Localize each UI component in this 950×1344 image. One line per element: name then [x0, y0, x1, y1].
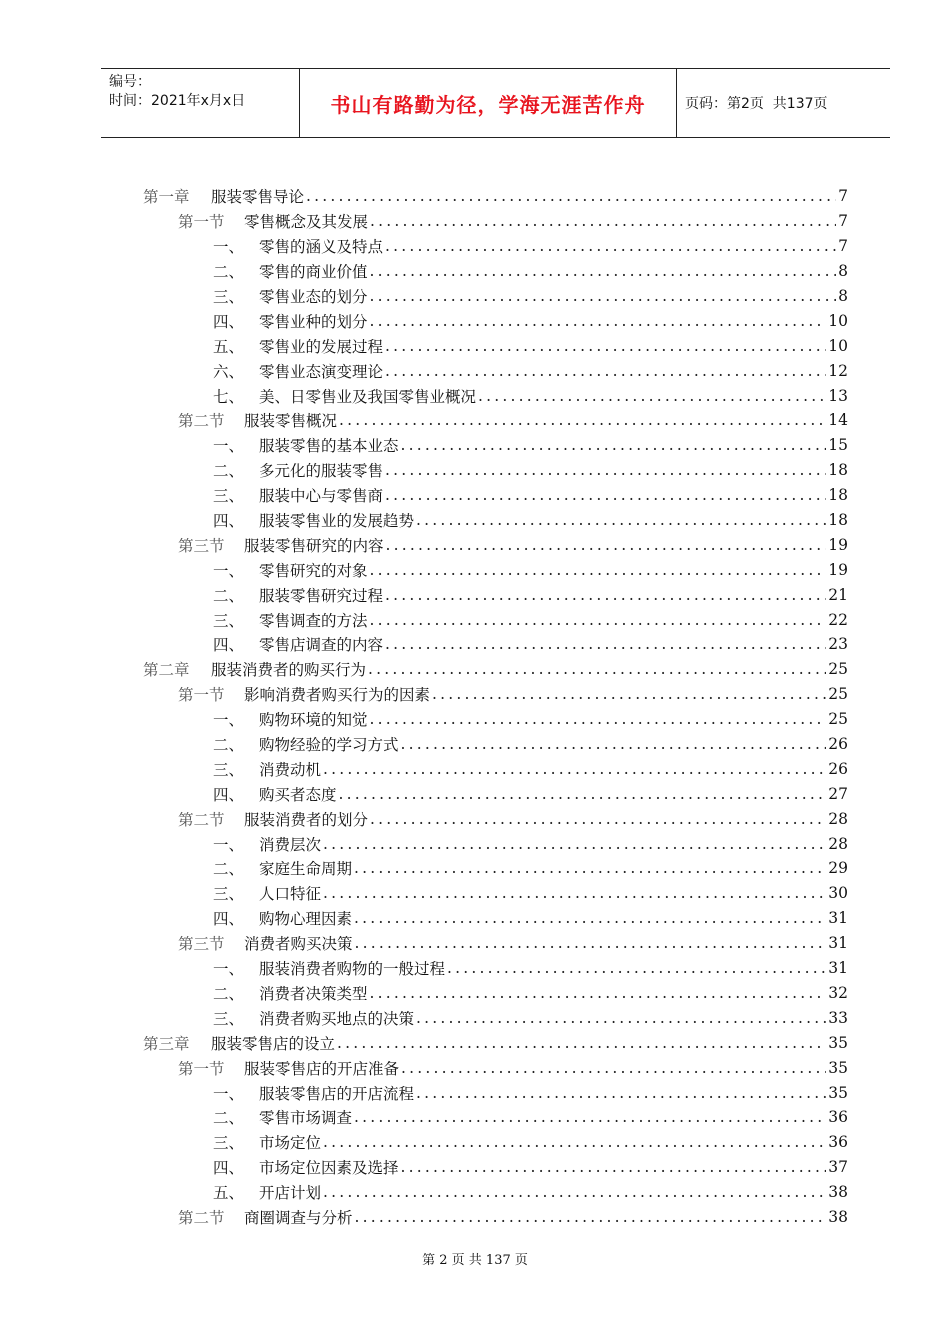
toc-entry[interactable]	[143, 981, 848, 1006]
toc-entry-page: 25	[828, 660, 848, 679]
toc-entry-page: 15	[828, 436, 848, 455]
toc-entry[interactable]	[143, 1130, 848, 1155]
toc-entry-title: 消费者购买决策	[244, 935, 353, 954]
toc-entry-number: 五、	[213, 1184, 245, 1203]
toc-entry-page: 13	[828, 386, 848, 405]
toc-entry-title: 服装零售研究的内容	[244, 536, 384, 555]
toc-entry[interactable]	[143, 1205, 848, 1230]
toc-entry[interactable]	[143, 408, 848, 433]
toc-entry-title: 服装零售店的开店流程	[259, 1084, 415, 1103]
toc-entry-title: 服装消费者购物的一般过程	[259, 960, 446, 979]
toc-entry-title: 服装零售研究过程	[259, 586, 384, 605]
toc-leader-dots	[416, 1084, 826, 1102]
toc-leader-dots	[306, 187, 836, 205]
toc-entry-number: 一、	[213, 238, 245, 257]
toc-entry-page: 10	[828, 336, 848, 355]
toc-entry-title: 影响消费者购买行为的因素	[244, 686, 431, 705]
toc-entry-title: 消费者决策类型	[259, 984, 368, 1003]
toc-entry-label	[178, 210, 368, 232]
toc-entry-label	[143, 1032, 335, 1054]
toc-entry-number: 第二节	[178, 810, 225, 829]
toc-leader-dots	[385, 635, 826, 653]
toc-leader-dots	[323, 1183, 826, 1201]
toc-entry[interactable]	[143, 1105, 848, 1130]
toc-entry-label	[213, 260, 368, 282]
toc-entry-label	[213, 285, 368, 307]
toc-entry-label	[213, 1156, 399, 1178]
toc-entry-page: 28	[828, 809, 848, 828]
footer-page-number: 第 2 页 共 137 页	[422, 1253, 528, 1268]
toc-leader-dots	[370, 810, 826, 828]
toc-entry-page: 33	[828, 1008, 848, 1027]
toc-entry-title: 零售业态的划分	[259, 288, 368, 306]
toc-entry-number: 一、	[213, 1084, 245, 1103]
toc-entry-page: 21	[828, 585, 848, 604]
toc-entry-label	[213, 459, 383, 481]
toc-entry-number: 二、	[213, 736, 245, 755]
toc-entry-label	[213, 1131, 321, 1153]
toc-leader-dots	[385, 237, 836, 255]
toc-entry-label	[213, 559, 368, 581]
toc-entry-label	[178, 534, 384, 556]
toc-entry-number: 一、	[213, 711, 245, 730]
toc-entry[interactable]	[143, 806, 848, 831]
toc-entry-number: 第一节	[178, 686, 225, 705]
toc-entry-title: 零售的涵义及特点	[259, 238, 384, 257]
toc-leader-dots	[370, 212, 836, 230]
toc-entry-number: 二、	[213, 586, 245, 605]
toc-entry-page: 7	[838, 187, 848, 206]
toc-entry[interactable]	[143, 209, 848, 234]
toc-entry-number: 四、	[213, 1159, 245, 1178]
code-label: 编号：	[109, 74, 151, 90]
toc-entry-label	[213, 1082, 414, 1104]
toc-entry-label	[213, 235, 383, 257]
toc-entry-page: 7	[838, 212, 848, 231]
toc-entry[interactable]	[143, 1055, 848, 1080]
toc-entry-page: 7	[838, 237, 848, 256]
header-slogan: 书山有路勤为径，学海无涯苦作舟	[300, 69, 677, 137]
toc-entry[interactable]	[143, 707, 848, 732]
toc-leader-dots	[323, 884, 826, 902]
toc-entry-number: 一、	[213, 835, 245, 854]
table-of-contents	[143, 184, 848, 1229]
toc-entry[interactable]	[143, 557, 848, 582]
toc-entry-number: 五、	[213, 337, 245, 356]
toc-entry-label	[213, 1106, 352, 1128]
toc-entry-title: 消费者购买地点的决策	[259, 1009, 415, 1028]
toc-entry-page: 18	[828, 461, 848, 480]
toc-entry-number: 二、	[213, 462, 245, 481]
toc-entry-label	[213, 733, 399, 755]
toc-entry-title: 服装零售导论	[211, 188, 305, 207]
toc-entry-title: 人口特征	[259, 885, 322, 904]
toc-entry-title: 购物经验的学习方式	[259, 736, 399, 755]
toc-entry-label	[213, 907, 352, 929]
time-label: 时间：2021年x月x日	[109, 93, 246, 109]
toc-leader-dots	[339, 411, 826, 429]
toc-leader-dots	[385, 337, 826, 355]
toc-entry[interactable]	[143, 956, 848, 981]
toc-entry[interactable]	[143, 881, 848, 906]
toc-entry-title: 消费动机	[259, 760, 322, 779]
toc-entry-page: 29	[828, 859, 848, 878]
toc-leader-dots	[401, 436, 827, 454]
toc-entry-label	[213, 584, 383, 606]
header-page-info	[677, 69, 890, 137]
toc-leader-dots	[337, 1034, 826, 1052]
toc-entry[interactable]	[143, 1005, 848, 1030]
toc-entry-label	[213, 882, 321, 904]
toc-entry-page: 23	[828, 635, 848, 654]
toc-entry-page: 31	[828, 909, 848, 928]
toc-entry-number: 二、	[213, 263, 245, 282]
toc-entry-label	[213, 1007, 414, 1029]
toc-entry[interactable]	[143, 732, 848, 757]
toc-leader-dots	[354, 859, 826, 877]
toc-leader-dots	[416, 511, 826, 529]
toc-entry-number: 第二节	[178, 1208, 225, 1227]
toc-entry-number: 三、	[213, 288, 245, 306]
page-info-text: 页码：第2页 共137页	[685, 96, 828, 112]
toc-entry-title: 零售调查的方法	[259, 611, 368, 630]
toc-entry[interactable]	[143, 856, 848, 881]
toc-entry-title: 服装零售店的设立	[211, 1034, 336, 1053]
toc-entry-label	[213, 982, 368, 1004]
toc-entry-page: 14	[828, 411, 848, 430]
toc-entry[interactable]	[143, 657, 848, 682]
toc-entry-page: 12	[828, 361, 848, 380]
toc-entry-number: 三、	[213, 885, 245, 904]
toc-entry-label	[178, 1057, 399, 1079]
toc-leader-dots	[432, 685, 826, 703]
toc-leader-dots	[386, 536, 827, 554]
toc-entry-page: 38	[828, 1183, 848, 1202]
toc-entry[interactable]	[143, 433, 848, 458]
toc-leader-dots	[370, 561, 827, 579]
toc-entry[interactable]	[143, 1155, 848, 1180]
toc-entry[interactable]	[143, 756, 848, 781]
toc-entry-page: 31	[828, 934, 848, 953]
toc-entry-label	[213, 360, 383, 382]
toc-leader-dots	[323, 835, 826, 853]
toc-leader-dots	[354, 909, 826, 927]
toc-entry-number: 二、	[213, 1109, 245, 1128]
toc-entry-title: 服装中心与零售商	[259, 487, 384, 506]
toc-leader-dots	[370, 611, 827, 629]
toc-entry-page: 35	[828, 1033, 848, 1052]
toc-leader-dots	[385, 486, 826, 504]
toc-entry-label	[213, 335, 383, 357]
page-footer	[0, 1249, 950, 1268]
toc-entry-title: 服装消费者的购买行为	[211, 661, 367, 680]
toc-entry-page: 30	[828, 884, 848, 903]
toc-entry-number: 三、	[213, 1134, 245, 1153]
toc-leader-dots	[401, 1059, 826, 1077]
toc-entry-title: 零售店调查的内容	[259, 636, 384, 655]
toc-entry-title: 购物环境的知觉	[259, 711, 368, 730]
toc-entry-page: 10	[828, 311, 848, 330]
toc-entry[interactable]	[143, 1080, 848, 1105]
toc-leader-dots	[385, 362, 826, 380]
toc-leader-dots	[370, 984, 827, 1002]
toc-entry[interactable]	[143, 831, 848, 856]
toc-entry[interactable]	[143, 184, 848, 209]
toc-entry-title: 零售的商业价值	[259, 263, 368, 282]
toc-entry-title: 服装零售业的发展趋势	[259, 512, 415, 531]
toc-leader-dots	[323, 1133, 826, 1151]
toc-leader-dots	[401, 1158, 827, 1176]
toc-entry-title: 服装零售店的开店准备	[244, 1059, 400, 1078]
toc-entry-title: 消费层次	[259, 835, 322, 854]
toc-entry[interactable]	[143, 358, 848, 383]
toc-entry-title: 多元化的服装零售	[259, 462, 384, 481]
toc-entry-page: 25	[828, 685, 848, 704]
toc-entry-page: 37	[828, 1158, 848, 1177]
toc-entry-title: 购物心理因素	[259, 910, 353, 929]
toc-entry[interactable]	[143, 781, 848, 806]
toc-leader-dots	[355, 934, 827, 952]
toc-entry-title: 零售研究的对象	[259, 561, 368, 580]
toc-entry-page: 18	[828, 486, 848, 505]
toc-entry[interactable]	[143, 906, 848, 931]
toc-entry-title: 服装消费者的划分	[244, 810, 369, 829]
header-meta	[101, 69, 300, 137]
toc-entry-number: 六、	[213, 362, 245, 381]
toc-leader-dots	[401, 735, 827, 753]
toc-entry[interactable]	[143, 532, 848, 557]
toc-entry-page: 36	[828, 1133, 848, 1152]
toc-leader-dots	[355, 1208, 827, 1226]
toc-entry-title: 零售业的发展过程	[259, 337, 384, 356]
toc-entry-title: 服装零售的基本业态	[259, 437, 399, 456]
toc-entry-page: 22	[828, 610, 848, 629]
toc-entry-page: 35	[828, 1058, 848, 1077]
toc-entry-number: 二、	[213, 984, 245, 1003]
toc-leader-dots	[339, 785, 827, 803]
toc-entry[interactable]	[143, 508, 848, 533]
toc-leader-dots	[323, 760, 826, 778]
toc-entry-page: 35	[828, 1083, 848, 1102]
toc-entry-title: 零售市场调查	[259, 1109, 353, 1128]
toc-entry-label	[213, 484, 383, 506]
toc-entry-label	[213, 310, 368, 332]
toc-entry-page: 31	[828, 959, 848, 978]
toc-entry[interactable]	[143, 259, 848, 284]
toc-entry[interactable]	[143, 383, 848, 408]
toc-leader-dots	[385, 586, 826, 604]
toc-entry-label	[213, 833, 321, 855]
toc-entry-page: 25	[828, 710, 848, 729]
toc-entry-number: 三、	[213, 487, 245, 506]
toc-leader-dots	[447, 959, 826, 977]
toc-entry[interactable]	[143, 284, 848, 309]
toc-entry[interactable]	[143, 682, 848, 707]
toc-entry-label	[213, 758, 321, 780]
toc-entry-page: 8	[838, 262, 848, 281]
toc-entry-label	[178, 683, 430, 705]
toc-entry-number: 四、	[213, 312, 245, 331]
toc-entry-label	[178, 932, 353, 954]
toc-entry-page: 32	[828, 983, 848, 1002]
toc-leader-dots	[385, 461, 826, 479]
document-header	[101, 68, 890, 138]
toc-entry-number: 第三节	[178, 536, 225, 555]
toc-entry-label	[213, 509, 414, 531]
toc-entry-page: 38	[828, 1207, 848, 1226]
toc-entry-number: 第二章	[143, 661, 190, 680]
toc-entry[interactable]	[143, 458, 848, 483]
toc-entry[interactable]	[143, 333, 848, 358]
toc-entry-page: 28	[828, 834, 848, 853]
toc-entry-label	[213, 857, 352, 879]
toc-leader-dots	[368, 660, 826, 678]
toc-entry-title: 购买者态度	[259, 785, 337, 804]
toc-entry[interactable]	[143, 308, 848, 333]
toc-entry-title: 开店计划	[259, 1184, 322, 1203]
toc-entry-title: 商圈调查与分析	[244, 1208, 353, 1227]
toc-entry-page: 26	[828, 735, 848, 754]
toc-leader-dots	[370, 710, 827, 728]
toc-entry-label	[143, 185, 304, 207]
toc-entry-number: 一、	[213, 561, 245, 580]
toc-entry-number: 第三节	[178, 935, 225, 954]
toc-entry-page: 36	[828, 1108, 848, 1127]
toc-entry-page: 19	[828, 535, 848, 554]
toc-entry-label	[143, 658, 366, 680]
toc-entry-number: 第一章	[143, 188, 190, 207]
toc-entry[interactable]	[143, 632, 848, 657]
toc-entry-label	[213, 708, 368, 730]
toc-entry-label	[213, 609, 368, 631]
toc-entry-title: 零售概念及其发展	[244, 213, 369, 232]
toc-entry-page: 8	[838, 287, 848, 305]
toc-entry[interactable]	[143, 234, 848, 259]
toc-entry-page: 18	[828, 511, 848, 530]
toc-entry[interactable]	[143, 607, 848, 632]
toc-entry-number: 二、	[213, 860, 245, 879]
toc-entry-number: 四、	[213, 785, 245, 804]
toc-entry-page: 26	[828, 759, 848, 778]
toc-entry-label	[178, 808, 368, 830]
toc-entry-number: 四、	[213, 512, 245, 531]
toc-entry[interactable]	[143, 931, 848, 956]
toc-entry-label	[213, 633, 383, 655]
toc-entry-label	[178, 409, 337, 431]
toc-entry-title: 美、日零售业及我国零售业概况	[259, 387, 477, 406]
toc-entry-title: 家庭生命周期	[259, 860, 353, 879]
toc-entry-label	[213, 434, 399, 456]
toc-entry-title: 服装零售概况	[244, 412, 338, 431]
toc-entry-number: 三、	[213, 611, 245, 630]
toc-entry-label	[213, 1181, 321, 1203]
toc-entry-number: 三、	[213, 760, 245, 779]
toc-leader-dots	[478, 387, 826, 405]
toc-leader-dots	[370, 287, 837, 305]
toc-entry-label	[213, 957, 445, 979]
toc-entry-number: 四、	[213, 910, 245, 929]
toc-entry-number: 四、	[213, 636, 245, 655]
toc-entry-number: 一、	[213, 437, 245, 456]
toc-leader-dots	[370, 312, 827, 330]
toc-entry-number: 第一节	[178, 1059, 225, 1078]
toc-entry[interactable]	[143, 1030, 848, 1055]
toc-entry-label	[178, 1206, 353, 1228]
toc-entry-number: 七、	[213, 387, 245, 406]
toc-leader-dots	[370, 262, 837, 280]
toc-entry-number: 三、	[213, 1009, 245, 1028]
toc-entry-title: 零售业态演变理论	[259, 362, 384, 381]
toc-leader-dots	[416, 1009, 826, 1027]
toc-leader-dots	[354, 1108, 826, 1126]
toc-entry-label	[213, 783, 337, 805]
toc-entry-title: 零售业种的划分	[259, 312, 368, 331]
toc-entry-number: 第三章	[143, 1034, 190, 1053]
toc-entry[interactable]	[143, 1180, 848, 1205]
toc-entry-number: 一、	[213, 960, 245, 979]
toc-entry-title: 市场定位	[259, 1134, 322, 1153]
toc-entry[interactable]	[143, 483, 848, 508]
toc-entry-label	[213, 385, 476, 407]
toc-entry-title: 市场定位因素及选择	[259, 1159, 399, 1178]
toc-entry[interactable]	[143, 582, 848, 607]
toc-entry-page: 19	[828, 560, 848, 579]
toc-entry-number: 第一节	[178, 213, 225, 232]
toc-entry-page: 27	[828, 784, 848, 803]
toc-entry-number: 第二节	[178, 412, 225, 431]
